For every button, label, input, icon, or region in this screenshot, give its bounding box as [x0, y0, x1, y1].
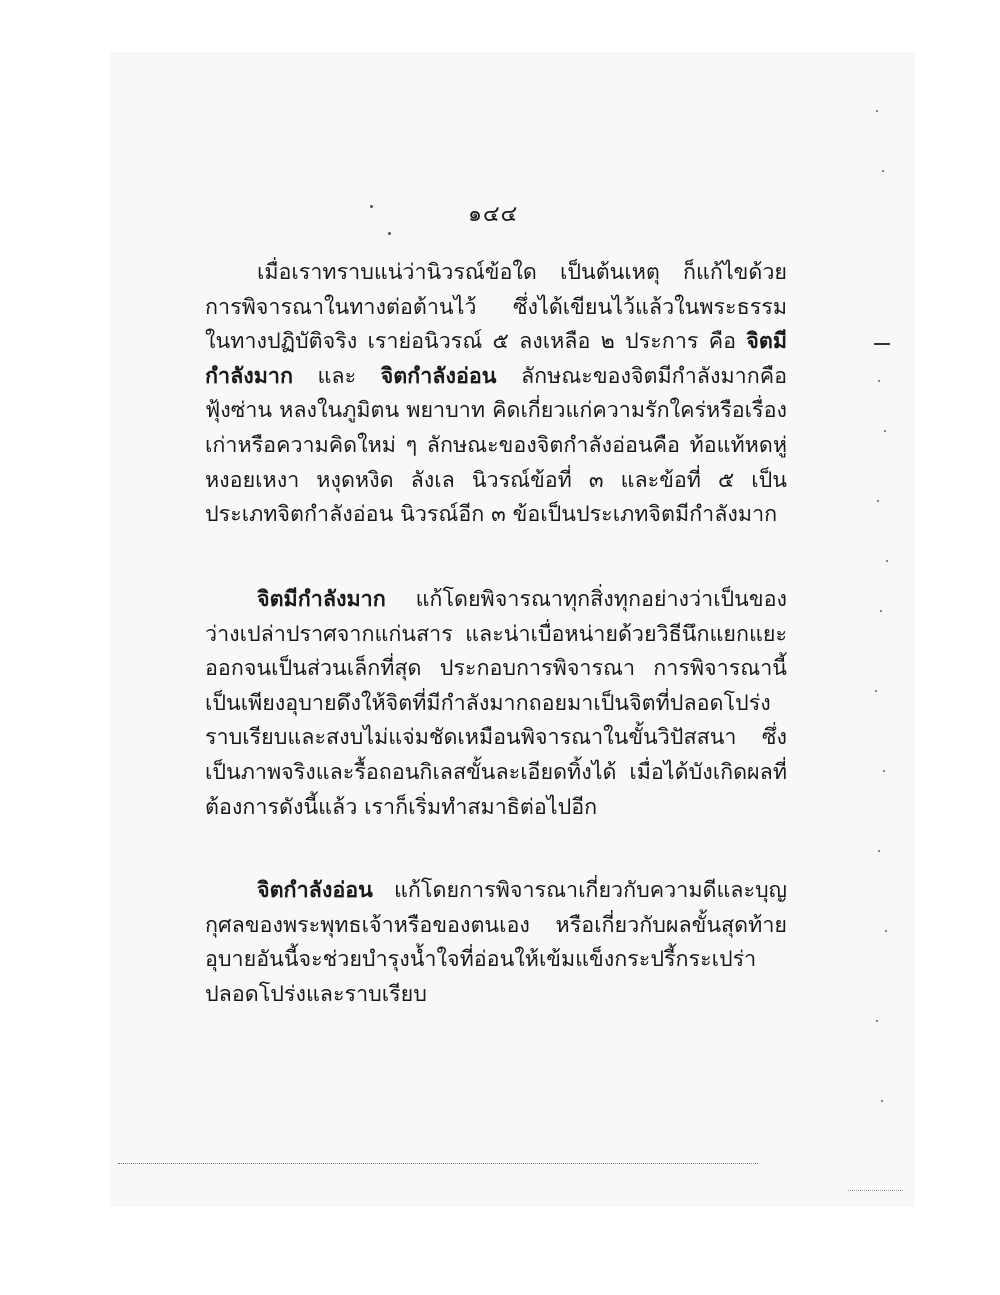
scan-speck: [388, 232, 391, 235]
bold-term: จิตมีกำลังมาก: [205, 329, 787, 389]
text-run: เมื่อเราทราบแน่ว่านิวรณ์ข้อใด เป็นต้นเหตุ ก็แก้ไขด้วยการพิจารณาในทางต่อต้านไว้ ซึ่งได้เขียนไว้แล้วในพระธรรม ในทางปฏิบัติจริง เราย่อนิวรณ์ ๕ ลงเหลือ ๒ ประการ คือ: [205, 260, 787, 355]
text-run: และ: [293, 363, 381, 389]
scan-bottom-line: [118, 1163, 758, 1164]
paragraph-3: [205, 874, 787, 1012]
bold-term: จิตกำลังอ่อน: [380, 363, 497, 389]
text-run: แก้โดยการพิจารณาเกี่ยวกับความดีและบุญกุศลของพระพุทธเจ้าหรือของตนเอง หรือเกี่ยวกับผลขั้นสุดท้าย อุบายอันนี้จะช่วยบำรุงน้ำใจที่อ่อนให้เข้มแข็งกระปรี้กระเปร่า ปลอดโปร่งและราบเรียบ: [205, 878, 787, 1007]
text-run: ลักษณะของจิตมีกำลังมากคือ ฟุ้งซ่าน หลงในภูมิตน พยาบาท คิดเกี่ยวแก่ความรักใคร่หรือเรื่องเก่าหรือความคิดใหม่ ๆ ลักษณะของจิตกำลังอ่อนคือ ท้อแท้หดหู่ หงอยเหงา หงุดหงิด ลังเล นิวรณ์ข้อที่ ๓ และข้อที่ ๕ เป็นประเภทจิตกำลังอ่อน นิวรณ์อีก ๓ ข้อเป็นประเภทจิตมีกำลังมาก: [205, 363, 788, 528]
paragraph-2: [205, 583, 787, 825]
page-number: ๑๔๔: [468, 202, 519, 227]
bold-term: จิตมีกำลังมาก: [257, 587, 386, 612]
scan-edge-marks: [872, 90, 902, 1190]
bold-term: จิตกำลังอ่อน: [257, 878, 373, 903]
scan-speck: [370, 205, 373, 208]
text-run: แก้โดยพิจารณาทุกสิ่งทุกอย่างว่าเป็นของว่างเปล่าปราศจากแก่นสาร และน่าเบื่อหน่ายด้วยวิธีนึกแยกแยะออกจนเป็นส่วนเล็กที่สุด ประกอบการพิจารณา การพิจารณานี้ เป็นเพียงอุบายดึงให้จิตที่มีกำลังมากถอยมาเป็นจิตที่ปลอดโปร่งราบเรียบและสงบไม่แจ่มชัดเหมือนพิจารณาในขั้นวิปัสสนา ซึ่งเป็นภาพจริงและรื้อถอนกิเลสขั้นละเอียดทิ้งได้ เมื่อได้บังเกิดผลที่ต้องการดังนี้แล้ว เราก็เริ่มทำสมาธิต่อไปอีก: [205, 587, 787, 820]
paragraph-1: [205, 256, 787, 533]
scan-smudge: [848, 1190, 903, 1191]
